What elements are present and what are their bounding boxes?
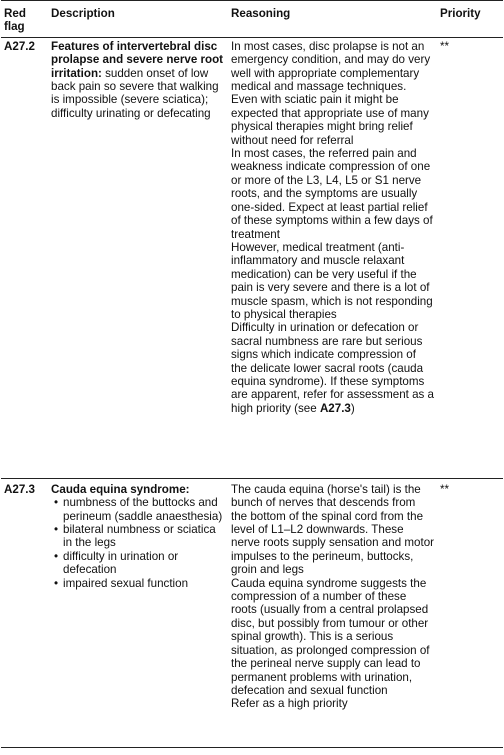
table-row bbox=[1, 478, 503, 747]
cross-reference: A27.3 bbox=[319, 401, 351, 415]
header-description: Description bbox=[48, 1, 228, 38]
header-priority: Priority bbox=[437, 1, 503, 38]
symptom-list bbox=[51, 496, 225, 590]
description-cell bbox=[48, 37, 228, 478]
priority-cell: ** bbox=[437, 37, 503, 478]
reasoning-text-end: ) bbox=[350, 401, 355, 415]
description-title: Features of intervertebral disc prolapse and severe nerve root irritation: bbox=[51, 39, 224, 80]
flag-cell: A27.2 bbox=[1, 37, 48, 478]
reasoning-paragraph: The cauda equina (horse's tail) is the bunch of nerves that descends from the bottom of the spinal cord from the level of L1–L2 downwards. These nerve roots supply sensation and motor impulses to the perineum, buttocks, groin and legs bbox=[231, 482, 435, 577]
description-title: Cauda equina syndrome: bbox=[51, 482, 190, 496]
reasoning-cell bbox=[228, 37, 437, 478]
table-row bbox=[1, 37, 503, 478]
header-row bbox=[1, 1, 503, 38]
reasoning-paragraph: Refer as a high priority bbox=[231, 697, 348, 711]
red-flag-table bbox=[1, 0, 503, 748]
list-item: • impaired sexual function bbox=[63, 577, 225, 590]
header-reasoning: Reasoning bbox=[228, 1, 437, 38]
reasoning-paragraph: In most cases, disc prolapse is not an emergency condition, and may do very well with appropriate complementary medical and massage techniques. Even with sciatic pain it might be expected that appropriate use of many physical therapies might bring relief without need for referral bbox=[231, 39, 431, 147]
reasoning-paragraph: In most cases, the referred pain and weakness indicate compression of one or more of the L3, L4, L5 or S1 nerve roots, and the symptoms are usually one-sided. Expect at least partial relief of these symptoms within a few days of treatment bbox=[231, 147, 433, 241]
reasoning-paragraph bbox=[231, 321, 434, 415]
flag-cell: A27.3 bbox=[1, 478, 48, 747]
header-flag: Red flag bbox=[1, 1, 48, 38]
reasoning-text: Difficulty in urination or defecation or sacral numbness are rare but serious signs which indicate compression of the delicate lower sacral roots (cauda equina syndrome). If these symptoms are apparent, refer for assessment as a high priority (see bbox=[231, 321, 434, 415]
reasoning-paragraph: Cauda equina syndrome suggests the compression of a number of these roots (usually from a central prolapsed disc, but possibly from tumour or other spinal growth). This is a serious situation, as prolonged compression of the perineal nerve supply can lead to permanent problems with urination, defecation and sexual function bbox=[231, 576, 430, 697]
description-cell bbox=[48, 478, 228, 747]
priority-cell: ** bbox=[437, 478, 503, 747]
reasoning-cell bbox=[228, 478, 437, 747]
list-item: • difficulty in urination or defecation bbox=[63, 550, 225, 577]
description-text: sudden onset of low back pain so severe that walking is impossible (severe sciatica); difficulty urinating or defecating bbox=[51, 66, 219, 120]
list-item: • bilateral numbness or sciatica in the legs bbox=[63, 523, 225, 550]
list-item: • numbness of the buttocks and perineum (saddle anaesthesia) bbox=[63, 496, 225, 523]
reasoning-paragraph: However, medical treatment (anti-inflammatory and muscle relaxant medication) can be very useful if the pain is very severe and there is a lot of muscle spasm, which is not responding to physical therapies bbox=[231, 240, 433, 321]
